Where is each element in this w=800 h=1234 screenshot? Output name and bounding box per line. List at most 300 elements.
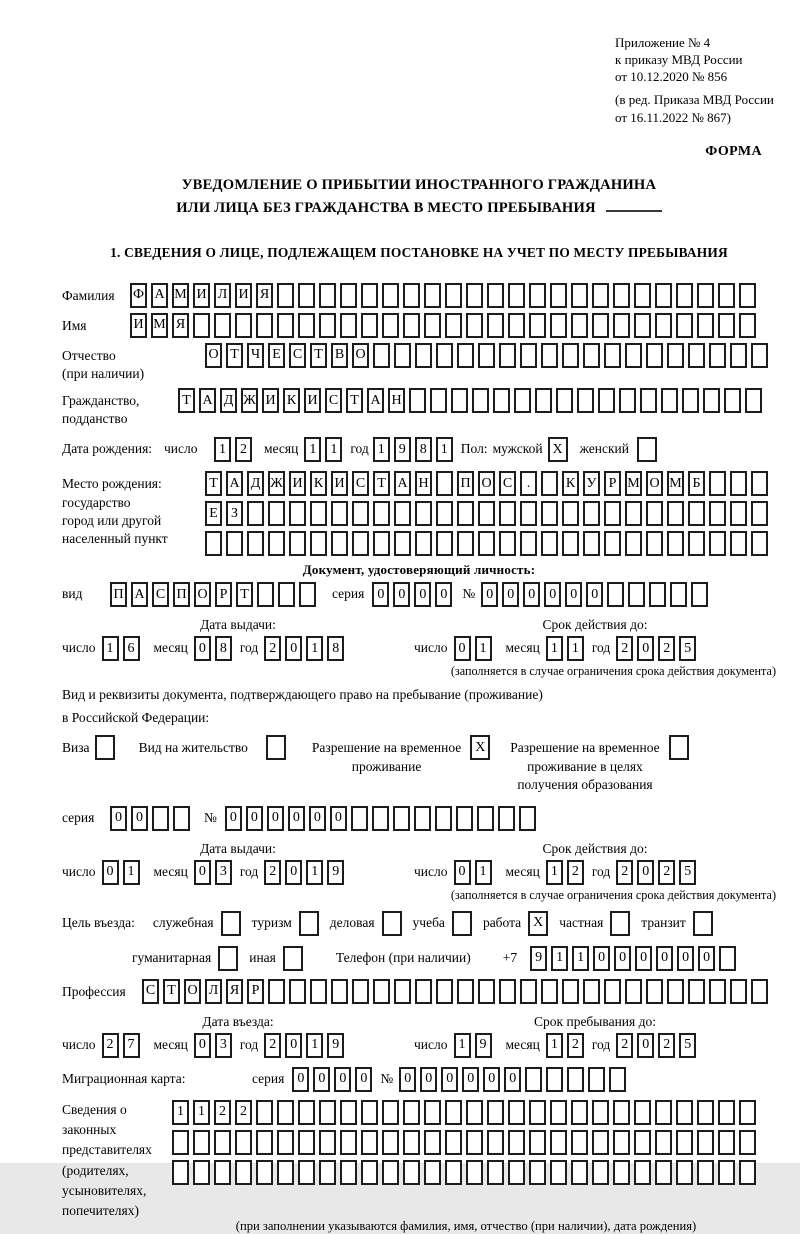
- char-box[interactable]: 2: [616, 860, 633, 885]
- residence-permit-checkbox[interactable]: [266, 735, 286, 760]
- char-box[interactable]: Я: [172, 313, 189, 338]
- char-box[interactable]: [319, 1160, 336, 1185]
- char-box[interactable]: 5: [679, 636, 696, 661]
- char-box[interactable]: [403, 1130, 420, 1155]
- char-box[interactable]: 0: [454, 860, 471, 885]
- char-box[interactable]: [613, 313, 630, 338]
- char-box[interactable]: Д: [220, 388, 237, 413]
- char-box[interactable]: [649, 582, 666, 607]
- purpose-other-checkbox[interactable]: [283, 946, 303, 971]
- char-box[interactable]: [403, 313, 420, 338]
- char-box[interactable]: [625, 501, 642, 526]
- char-box[interactable]: 1: [546, 1033, 563, 1058]
- char-box[interactable]: 0: [372, 582, 389, 607]
- char-box[interactable]: [619, 388, 636, 413]
- char-box[interactable]: [340, 1160, 357, 1185]
- char-box[interactable]: [508, 283, 525, 308]
- char-box[interactable]: [546, 1067, 563, 1092]
- char-box[interactable]: [499, 343, 516, 368]
- char-box[interactable]: [361, 1160, 378, 1185]
- char-box[interactable]: Я: [256, 283, 273, 308]
- char-box[interactable]: Е: [268, 343, 285, 368]
- char-box[interactable]: 2: [235, 1100, 252, 1125]
- char-box[interactable]: 3: [215, 1033, 232, 1058]
- char-box[interactable]: [277, 1160, 294, 1185]
- char-box[interactable]: [487, 1130, 504, 1155]
- char-box[interactable]: 0: [355, 1067, 372, 1092]
- char-box[interactable]: [382, 313, 399, 338]
- char-box[interactable]: [529, 1130, 546, 1155]
- char-box[interactable]: 0: [285, 1033, 302, 1058]
- char-box[interactable]: Д: [247, 471, 264, 496]
- char-box[interactable]: [519, 806, 536, 831]
- char-box[interactable]: [604, 501, 621, 526]
- char-box[interactable]: [697, 1130, 714, 1155]
- char-box[interactable]: [592, 283, 609, 308]
- char-box[interactable]: [451, 388, 468, 413]
- char-box[interactable]: [466, 283, 483, 308]
- char-box[interactable]: [382, 1130, 399, 1155]
- char-box[interactable]: [571, 313, 588, 338]
- rvp-education-checkbox[interactable]: [669, 735, 689, 760]
- char-box[interactable]: 2: [616, 1033, 633, 1058]
- char-box[interactable]: [436, 531, 453, 556]
- char-box[interactable]: 1: [436, 437, 453, 462]
- char-box[interactable]: У: [583, 471, 600, 496]
- char-box[interactable]: [310, 531, 327, 556]
- char-box[interactable]: О: [194, 582, 211, 607]
- char-box[interactable]: М: [151, 313, 168, 338]
- char-box[interactable]: [718, 1160, 735, 1185]
- char-box[interactable]: [214, 313, 231, 338]
- char-box[interactable]: 0: [330, 806, 347, 831]
- char-box[interactable]: [739, 313, 756, 338]
- char-box[interactable]: [193, 1130, 210, 1155]
- char-box[interactable]: 1: [567, 636, 584, 661]
- char-box[interactable]: С: [289, 343, 306, 368]
- char-box[interactable]: 1: [546, 636, 563, 661]
- char-box[interactable]: [436, 343, 453, 368]
- char-box[interactable]: [277, 1100, 294, 1125]
- char-box[interactable]: [298, 1130, 315, 1155]
- char-box[interactable]: [655, 283, 672, 308]
- char-box[interactable]: А: [151, 283, 168, 308]
- char-box[interactable]: 1: [123, 860, 140, 885]
- char-box[interactable]: С: [352, 471, 369, 496]
- char-box[interactable]: [550, 283, 567, 308]
- char-box[interactable]: [310, 979, 327, 1004]
- char-box[interactable]: [571, 1130, 588, 1155]
- char-box[interactable]: [562, 979, 579, 1004]
- char-box[interactable]: [541, 501, 558, 526]
- char-box[interactable]: [466, 313, 483, 338]
- char-box[interactable]: 0: [544, 582, 561, 607]
- char-box[interactable]: [499, 531, 516, 556]
- char-box[interactable]: И: [304, 388, 321, 413]
- char-box[interactable]: [173, 806, 190, 831]
- char-box[interactable]: М: [625, 471, 642, 496]
- char-box[interactable]: 0: [441, 1067, 458, 1092]
- char-box[interactable]: [508, 1160, 525, 1185]
- char-box[interactable]: [415, 979, 432, 1004]
- char-box[interactable]: А: [226, 471, 243, 496]
- char-box[interactable]: [583, 531, 600, 556]
- char-box[interactable]: [351, 806, 368, 831]
- char-box[interactable]: [409, 388, 426, 413]
- char-box[interactable]: [520, 979, 537, 1004]
- char-box[interactable]: [541, 531, 558, 556]
- char-box[interactable]: [697, 1160, 714, 1185]
- char-box[interactable]: [257, 582, 274, 607]
- char-box[interactable]: 0: [635, 946, 652, 971]
- char-box[interactable]: [193, 1160, 210, 1185]
- char-box[interactable]: [667, 501, 684, 526]
- char-box[interactable]: А: [367, 388, 384, 413]
- char-box[interactable]: [529, 1160, 546, 1185]
- char-box[interactable]: [298, 1160, 315, 1185]
- char-box[interactable]: Т: [236, 582, 253, 607]
- char-box[interactable]: 1: [306, 860, 323, 885]
- char-box[interactable]: [730, 979, 747, 1004]
- char-box[interactable]: 1: [306, 1033, 323, 1058]
- char-box[interactable]: 9: [475, 1033, 492, 1058]
- char-box[interactable]: [299, 582, 316, 607]
- char-box[interactable]: [424, 1100, 441, 1125]
- char-box[interactable]: [730, 471, 747, 496]
- char-box[interactable]: 2: [264, 860, 281, 885]
- char-box[interactable]: Р: [215, 582, 232, 607]
- char-box[interactable]: [541, 979, 558, 1004]
- char-box[interactable]: 1: [193, 1100, 210, 1125]
- char-box[interactable]: [655, 1160, 672, 1185]
- char-box[interactable]: [393, 806, 410, 831]
- char-box[interactable]: [535, 388, 552, 413]
- char-box[interactable]: [435, 806, 452, 831]
- char-box[interactable]: [613, 1130, 630, 1155]
- visa-checkbox[interactable]: [95, 735, 115, 760]
- char-box[interactable]: [730, 531, 747, 556]
- char-box[interactable]: [583, 979, 600, 1004]
- char-box[interactable]: 0: [393, 582, 410, 607]
- char-box[interactable]: Е: [205, 501, 222, 526]
- char-box[interactable]: 5: [679, 1033, 696, 1058]
- char-box[interactable]: [739, 283, 756, 308]
- char-box[interactable]: 0: [462, 1067, 479, 1092]
- char-box[interactable]: [457, 979, 474, 1004]
- char-box[interactable]: [550, 313, 567, 338]
- char-box[interactable]: [751, 979, 768, 1004]
- char-box[interactable]: [751, 343, 768, 368]
- char-box[interactable]: 0: [246, 806, 263, 831]
- char-box[interactable]: [751, 531, 768, 556]
- char-box[interactable]: [556, 388, 573, 413]
- char-box[interactable]: [550, 1100, 567, 1125]
- char-box[interactable]: [424, 283, 441, 308]
- char-box[interactable]: [592, 1100, 609, 1125]
- char-box[interactable]: 0: [698, 946, 715, 971]
- char-box[interactable]: [382, 1100, 399, 1125]
- char-box[interactable]: 2: [658, 860, 675, 885]
- char-box[interactable]: [676, 313, 693, 338]
- char-box[interactable]: [655, 1100, 672, 1125]
- char-box[interactable]: [493, 388, 510, 413]
- char-box[interactable]: 1: [373, 437, 390, 462]
- char-box[interactable]: [436, 471, 453, 496]
- char-box[interactable]: [415, 531, 432, 556]
- char-box[interactable]: [529, 313, 546, 338]
- char-box[interactable]: П: [457, 471, 474, 496]
- char-box[interactable]: 2: [235, 437, 252, 462]
- char-box[interactable]: [268, 979, 285, 1004]
- char-box[interactable]: [319, 1100, 336, 1125]
- char-box[interactable]: [298, 1100, 315, 1125]
- char-box[interactable]: 1: [214, 437, 231, 462]
- char-box[interactable]: [613, 1160, 630, 1185]
- char-box[interactable]: [709, 531, 726, 556]
- char-box[interactable]: Ч: [247, 343, 264, 368]
- char-box[interactable]: [613, 1100, 630, 1125]
- char-box[interactable]: [235, 313, 252, 338]
- char-box[interactable]: О: [646, 471, 663, 496]
- char-box[interactable]: 0: [131, 806, 148, 831]
- char-box[interactable]: К: [562, 471, 579, 496]
- char-box[interactable]: [588, 1067, 605, 1092]
- char-box[interactable]: [235, 1130, 252, 1155]
- char-box[interactable]: [430, 388, 447, 413]
- char-box[interactable]: [466, 1130, 483, 1155]
- char-box[interactable]: [745, 388, 762, 413]
- char-box[interactable]: [372, 806, 389, 831]
- char-box[interactable]: [613, 283, 630, 308]
- char-box[interactable]: И: [130, 313, 147, 338]
- char-box[interactable]: 0: [292, 1067, 309, 1092]
- char-box[interactable]: [670, 582, 687, 607]
- char-box[interactable]: [373, 979, 390, 1004]
- char-box[interactable]: [373, 343, 390, 368]
- char-box[interactable]: [667, 979, 684, 1004]
- char-box[interactable]: Т: [178, 388, 195, 413]
- char-box[interactable]: Т: [310, 343, 327, 368]
- char-box[interactable]: [415, 501, 432, 526]
- char-box[interactable]: 2: [658, 636, 675, 661]
- char-box[interactable]: 0: [614, 946, 631, 971]
- char-box[interactable]: И: [193, 283, 210, 308]
- char-box[interactable]: 9: [327, 1033, 344, 1058]
- char-box[interactable]: Ж: [268, 471, 285, 496]
- char-box[interactable]: 8: [215, 636, 232, 661]
- char-box[interactable]: 2: [264, 636, 281, 661]
- char-box[interactable]: П: [110, 582, 127, 607]
- char-box[interactable]: [319, 283, 336, 308]
- char-box[interactable]: 0: [225, 806, 242, 831]
- char-box[interactable]: [718, 1130, 735, 1155]
- char-box[interactable]: [256, 1100, 273, 1125]
- char-box[interactable]: 2: [567, 1033, 584, 1058]
- char-box[interactable]: Л: [205, 979, 222, 1004]
- char-box[interactable]: 9: [530, 946, 547, 971]
- char-box[interactable]: 0: [285, 636, 302, 661]
- char-box[interactable]: О: [184, 979, 201, 1004]
- char-box[interactable]: Р: [247, 979, 264, 1004]
- char-box[interactable]: 0: [677, 946, 694, 971]
- char-box[interactable]: 1: [325, 437, 342, 462]
- char-box[interactable]: [277, 313, 294, 338]
- char-box[interactable]: [634, 313, 651, 338]
- char-box[interactable]: [730, 343, 747, 368]
- sex-male-checkbox[interactable]: X: [548, 437, 568, 462]
- char-box[interactable]: [625, 979, 642, 1004]
- char-box[interactable]: [592, 313, 609, 338]
- char-box[interactable]: [331, 979, 348, 1004]
- rvp-checkbox[interactable]: X: [470, 735, 490, 760]
- char-box[interactable]: [667, 343, 684, 368]
- char-box[interactable]: А: [394, 471, 411, 496]
- char-box[interactable]: 0: [565, 582, 582, 607]
- char-box[interactable]: 0: [399, 1067, 416, 1092]
- char-box[interactable]: [331, 501, 348, 526]
- char-box[interactable]: [607, 582, 624, 607]
- char-box[interactable]: П: [173, 582, 190, 607]
- char-box[interactable]: [646, 531, 663, 556]
- char-box[interactable]: 0: [656, 946, 673, 971]
- char-box[interactable]: [472, 388, 489, 413]
- char-box[interactable]: [709, 343, 726, 368]
- char-box[interactable]: [719, 946, 736, 971]
- char-box[interactable]: [625, 343, 642, 368]
- purpose-business-checkbox[interactable]: [382, 911, 402, 936]
- char-box[interactable]: [541, 343, 558, 368]
- char-box[interactable]: [394, 979, 411, 1004]
- char-box[interactable]: [688, 343, 705, 368]
- char-box[interactable]: [520, 343, 537, 368]
- char-box[interactable]: 0: [637, 636, 654, 661]
- char-box[interactable]: 2: [567, 860, 584, 885]
- char-box[interactable]: [604, 343, 621, 368]
- char-box[interactable]: [688, 979, 705, 1004]
- char-box[interactable]: [676, 1130, 693, 1155]
- char-box[interactable]: И: [289, 471, 306, 496]
- char-box[interactable]: [277, 1130, 294, 1155]
- char-box[interactable]: [514, 388, 531, 413]
- char-box[interactable]: [278, 582, 295, 607]
- char-box[interactable]: [592, 1160, 609, 1185]
- char-box[interactable]: [487, 313, 504, 338]
- char-box[interactable]: С: [499, 471, 516, 496]
- char-box[interactable]: А: [199, 388, 216, 413]
- char-box[interactable]: [634, 1100, 651, 1125]
- char-box[interactable]: 2: [658, 1033, 675, 1058]
- char-box[interactable]: [508, 1100, 525, 1125]
- char-box[interactable]: [478, 979, 495, 1004]
- sex-female-checkbox[interactable]: [637, 437, 657, 462]
- char-box[interactable]: [628, 582, 645, 607]
- char-box[interactable]: 1: [304, 437, 321, 462]
- char-box[interactable]: [289, 979, 306, 1004]
- char-box[interactable]: А: [131, 582, 148, 607]
- char-box[interactable]: [172, 1130, 189, 1155]
- char-box[interactable]: 0: [420, 1067, 437, 1092]
- char-box[interactable]: 9: [394, 437, 411, 462]
- char-box[interactable]: [718, 283, 735, 308]
- char-box[interactable]: 0: [334, 1067, 351, 1092]
- char-box[interactable]: [676, 283, 693, 308]
- char-box[interactable]: [445, 1160, 462, 1185]
- char-box[interactable]: М: [667, 471, 684, 496]
- char-box[interactable]: [550, 1130, 567, 1155]
- char-box[interactable]: [583, 343, 600, 368]
- char-box[interactable]: [697, 1100, 714, 1125]
- char-box[interactable]: [256, 1160, 273, 1185]
- char-box[interactable]: [703, 388, 720, 413]
- char-box[interactable]: 0: [586, 582, 603, 607]
- char-box[interactable]: [562, 343, 579, 368]
- char-box[interactable]: 0: [435, 582, 452, 607]
- char-box[interactable]: [298, 283, 315, 308]
- char-box[interactable]: [415, 343, 432, 368]
- char-box[interactable]: [739, 1130, 756, 1155]
- purpose-tourism-checkbox[interactable]: [299, 911, 319, 936]
- char-box[interactable]: Т: [163, 979, 180, 1004]
- char-box[interactable]: 0: [309, 806, 326, 831]
- char-box[interactable]: [592, 1130, 609, 1155]
- char-box[interactable]: [319, 1130, 336, 1155]
- char-box[interactable]: [457, 343, 474, 368]
- char-box[interactable]: [550, 1160, 567, 1185]
- char-box[interactable]: [583, 501, 600, 526]
- char-box[interactable]: М: [172, 283, 189, 308]
- char-box[interactable]: [361, 1100, 378, 1125]
- char-box[interactable]: Н: [415, 471, 432, 496]
- char-box[interactable]: В: [331, 343, 348, 368]
- char-box[interactable]: [235, 1160, 252, 1185]
- char-box[interactable]: 1: [102, 636, 119, 661]
- char-box[interactable]: И: [331, 471, 348, 496]
- char-box[interactable]: Р: [604, 471, 621, 496]
- char-box[interactable]: 0: [194, 1033, 211, 1058]
- char-box[interactable]: 0: [593, 946, 610, 971]
- char-box[interactable]: [352, 979, 369, 1004]
- char-box[interactable]: 0: [285, 860, 302, 885]
- char-box[interactable]: О: [478, 471, 495, 496]
- char-box[interactable]: [466, 1100, 483, 1125]
- char-box[interactable]: [487, 283, 504, 308]
- char-box[interactable]: [403, 1160, 420, 1185]
- char-box[interactable]: [289, 531, 306, 556]
- char-box[interactable]: 0: [483, 1067, 500, 1092]
- char-box[interactable]: 0: [267, 806, 284, 831]
- char-box[interactable]: [361, 283, 378, 308]
- char-box[interactable]: [709, 501, 726, 526]
- char-box[interactable]: [682, 388, 699, 413]
- char-box[interactable]: [667, 531, 684, 556]
- char-box[interactable]: [655, 1130, 672, 1155]
- char-box[interactable]: [508, 313, 525, 338]
- char-box[interactable]: [340, 313, 357, 338]
- char-box[interactable]: [214, 1160, 231, 1185]
- char-box[interactable]: [373, 501, 390, 526]
- char-box[interactable]: Л: [214, 283, 231, 308]
- char-box[interactable]: 3: [215, 860, 232, 885]
- char-box[interactable]: С: [142, 979, 159, 1004]
- char-box[interactable]: [730, 501, 747, 526]
- char-box[interactable]: [373, 531, 390, 556]
- char-box[interactable]: 9: [327, 860, 344, 885]
- purpose-official-checkbox[interactable]: [221, 911, 241, 936]
- char-box[interactable]: 0: [523, 582, 540, 607]
- char-box[interactable]: Ж: [241, 388, 258, 413]
- char-box[interactable]: [382, 1160, 399, 1185]
- char-box[interactable]: [625, 531, 642, 556]
